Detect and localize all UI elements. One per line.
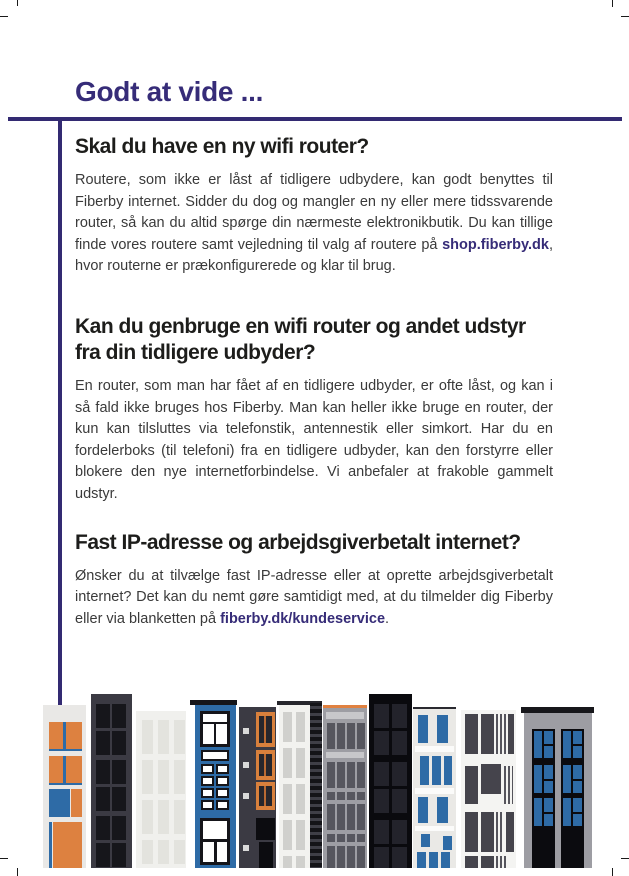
building-gray-orange-roof (323, 705, 367, 868)
crop-mark-top-right-vertical (612, 0, 613, 7)
section-reuse-router (75, 314, 553, 506)
link-shop-fiberby-dk[interactable]: shop.fiberby.dk (442, 236, 549, 253)
building-blue (190, 700, 237, 868)
content-column (75, 134, 553, 630)
content-left-rule (58, 121, 62, 706)
section-paragraph (75, 170, 553, 278)
section-heading: Kan du genbruge en wifi router og andet udstyr fra din tidligere udbyder? (75, 314, 526, 364)
city-skyline-illustration (0, 690, 629, 868)
section-new-wifi-router (75, 134, 553, 278)
paragraph-text: , hvor routerne er prækonfigurerede og klar til brug. (75, 236, 553, 275)
crop-mark-top-left-vertical (17, 0, 18, 6)
building-black (369, 694, 412, 868)
building-white-columns (277, 701, 322, 868)
building-light-orange (43, 705, 86, 868)
section-heading: Fast IP-adresse og arbejdsgiverbetalt internet? (75, 530, 521, 554)
paragraph-text: En router, som man har fået af en tidligere udbyder, er ofte låst, og kan i så fald ikke bruges hos Fiberby. Man kan heller ikke bruge en router, der kun kan tilsluttes via telefonstik, antennestik eller simkort. Har du en fordelerboks (til telefoni) fra en tidligere udbyder, kan den forstyrre eller blokere den nye internetforbindelse. Vi anbefaler at frakoble gammelt udstyr. (75, 377, 553, 502)
title-underline-rule (8, 117, 622, 121)
paragraph-text: Ønsker du at tilvælge fast IP-adresse eller at oprette arbejdsgiverbetalt internet? Det kan du nemt gøre samtidigt med, at du tilmelder dig Fiberby eller via blanketten på (75, 567, 553, 627)
crop-mark-bottom-right-vertical (612, 868, 613, 876)
crop-mark-top-right-horizontal (621, 16, 629, 17)
crop-mark-top-left-horizontal (0, 16, 8, 17)
crop-mark-bottom-left-vertical (17, 868, 18, 876)
link-fiberby-dk-kundeservice[interactable]: fiberby.dk/kundeservice (220, 610, 386, 627)
building-dark-orange-windows (239, 707, 276, 868)
section-paragraph (75, 376, 553, 506)
building-gray-blue-towers (521, 707, 594, 868)
section-paragraph (75, 566, 553, 631)
fire-escape-strip (310, 703, 322, 868)
building-pale (136, 711, 186, 868)
paragraph-text: Routere, som ikke er låst af tidligere udbydere, kan godt benyttes til Fiberby internet. Sidder du dog og mangler en ny eller mere tidssvarende router, så kan du altid spørge din nærmeste elektronikbutik. Du kan tillige finde vores routere samt vejledning til valg af routere på (75, 172, 553, 253)
section-fast-ip (75, 530, 553, 631)
building-white-slats (461, 710, 516, 868)
paragraph-text: . (385, 610, 390, 627)
building-charcoal-grid (91, 694, 132, 868)
page-title: Godt at vide ... (75, 76, 264, 107)
section-heading: Skal du have en ny wifi router? (75, 135, 369, 158)
building-pale-blue-windows (413, 707, 456, 868)
